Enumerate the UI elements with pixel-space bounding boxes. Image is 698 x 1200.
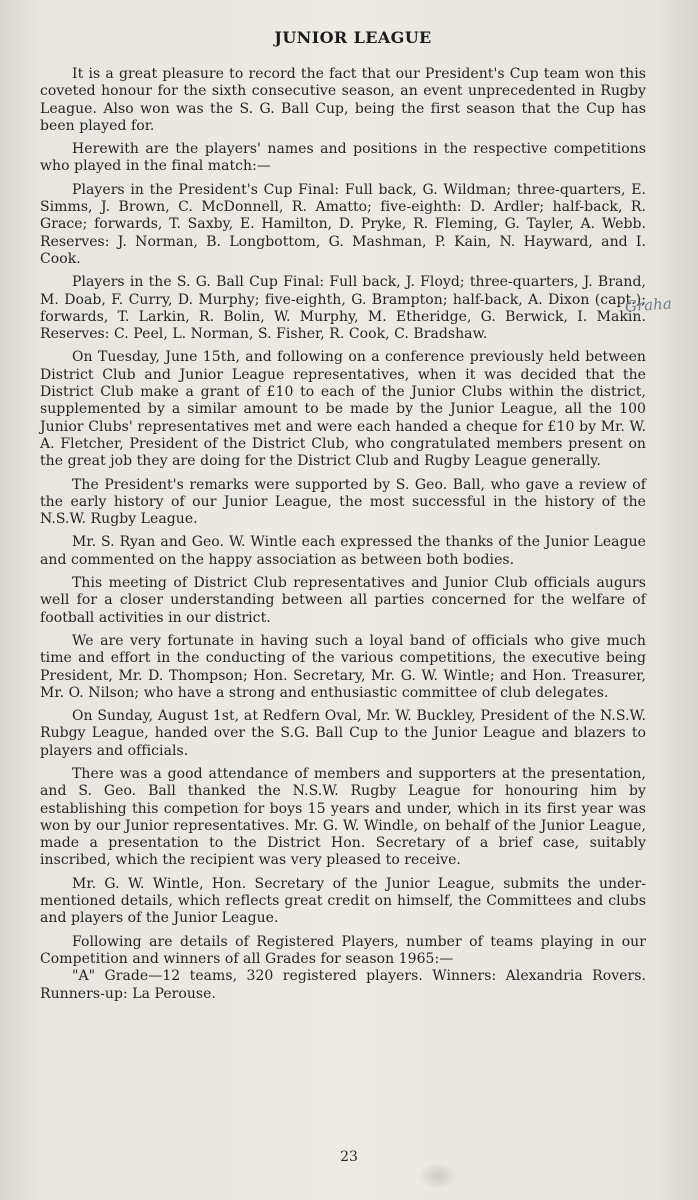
paragraph-august-presentation: On Sunday, August 1st, at Redfern Oval, Mr. W. Buckley, President of the N.S.W. Rubgy League, handed over the S.G. Ball Cup to the Junior League and blazers to players and officials. <box>40 708 646 759</box>
paragraph-meeting-augurs: This meeting of District Club representatives and Junior Club officials augurs well for a closer understanding between all parties concerned for the welfare of football activities in our district. <box>40 575 646 626</box>
handwritten-annotation: Graha <box>624 294 673 316</box>
paragraph-registered-players: Following are details of Registered Players, number of teams playing in our Competition and winners of all Grades for season 1965:— <box>40 933 646 967</box>
paragraph-attendance: There was a good attendance of members and supporters at the presentation, and S. Geo. Ball thanked the N.S.W. Rugby League for honouring him by establishing this competion for boys 15 years and under, which in its first year was won by our Junior representatives. Mr. G. W. Windle, on behalf of the Junior League, made a presentation to the District Hon. Secretary of a brief case, suitably inscribed, which the recipient was very pleased to receive. <box>40 765 646 869</box>
paragraph-players-intro: Herewith are the players' names and positions in the respective competitions who played in the final match:— <box>40 141 646 175</box>
paragraph-secretary-details: Mr. G. W. Wintle, Hon. Secretary of the Junior League, submits the under-mentioned details, which reflects great credit on himself, the Committees and clubs and players of the Junior League. <box>40 875 646 927</box>
paragraph-a-grade: "A" Grade—12 teams, 320 registered players. Winners: Alexandria Rovers. Runners-up: La Perouse. <box>40 968 646 1002</box>
article-body <box>40 28 646 1003</box>
paragraph-june-meeting: On Tuesday, June 15th, and following on a conference previously held between District Club and Junior League representatives, when it was decided that the District Club make a grant of £10 to each of the Junior Clubs within the district, supplemented by a similar amount to be made by the Junior League, all the 100 Junior Clubs' representatives met and were each handed a cheque for £10 by Mr. W. A. Fletcher, President of the District Club, who congratulated members present on the great job they are doing for the District Club and Rugby League generally. <box>40 349 646 470</box>
paper-smudge <box>418 1162 458 1190</box>
paragraph-president-remarks: The President's remarks were supported by S. Geo. Ball, who gave a review of the early history of our Junior League, the most successful in the history of the N.S.W. Rugby League. <box>40 476 646 528</box>
paragraph-sg-ball-players: Players in the S. G. Ball Cup Final: Full back, J. Floyd; three-quarters, J. Brand, M. Doab, F. Curry, D. Murphy; five-eighth, G. Brampton; half-back, A. Dixon (capt.); forwards, T. Larkin, R. Bolin, W. Murphy, M. Etheridge, G. Berwick, I. Makin. Reserves: C. Peel, L. Norman, S. Fisher, R. Cook, C. Bradshaw. <box>40 274 646 343</box>
paragraph-officials: We are very fortunate in having such a loyal band of officials who give much time and effort in the conducting of the various competitions, the executive being President, Mr. D. Thompson; Hon. Secretary, Mr. G. W. Wintle; and Hon. Treasurer, Mr. O. Nilson; who have a strong and enthusiastic committee of club delegates. <box>40 632 646 701</box>
page-title: JUNIOR LEAGUE <box>274 28 432 47</box>
paragraph-thanks: Mr. S. Ryan and Geo. W. Wintle each expressed the thanks of the Junior League and commented on the happy association as between both bodies. <box>40 534 646 568</box>
paragraph-presidents-cup-players: Players in the President's Cup Final: Full back, G. Wildman; three-quarters, E. Simms, J. Brown, C. McDonnell, R. Amatto; five-eighth: D. Ardler; half-back, R. Grace; forwards, T. Saxby, E. Hamilton, D. Pryke, R. Fleming, G. Tayler, A. Webb. Reserves: J. Norman, B. Longbottom, G. Mashman, P. Kain, N. Hayward, and I. Cook. <box>40 181 646 267</box>
page-number: 23 <box>340 1149 358 1165</box>
paragraph-presidents-cup-win: It is a great pleasure to record the fact that our President's Cup team won this coveted honour for the sixth consecutive season, an event unprecedented in Rugby League. Also won was the S. G. Ball Cup, being the first season that the Cup has been played for. <box>40 66 646 134</box>
